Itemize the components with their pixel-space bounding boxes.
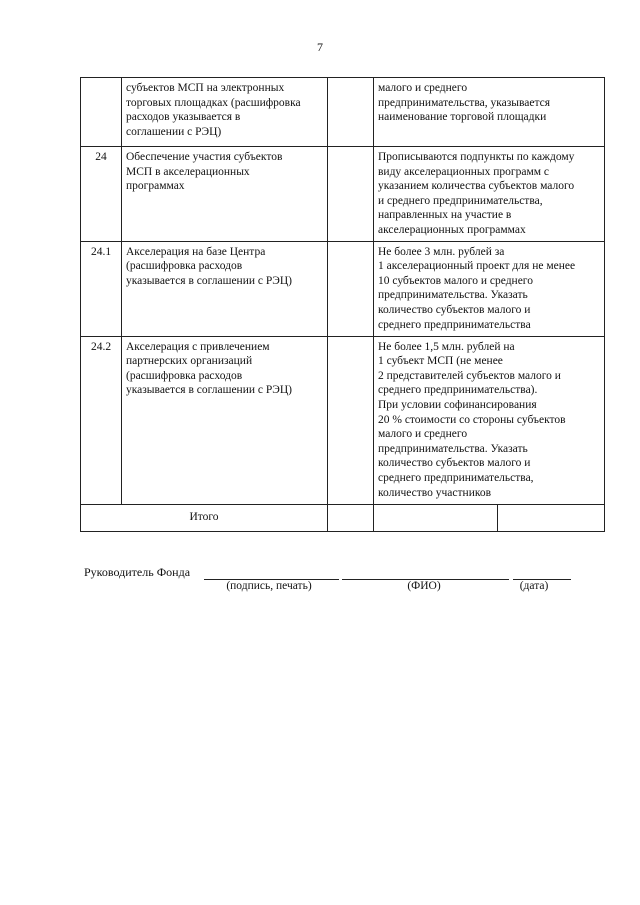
row-note-line: 1 акселерационный проект для не менее bbox=[378, 260, 576, 273]
table-row bbox=[81, 336, 605, 504]
row-amount-cell bbox=[328, 241, 374, 336]
row-name-line: Обеспечение участия субъектов bbox=[126, 151, 283, 163]
row-name-line: (расшифровка расходов bbox=[126, 260, 243, 273]
total-row bbox=[81, 504, 605, 531]
row-note-line: малого и среднего bbox=[378, 82, 468, 94]
row-note-line: 10 субъектов малого и среднего bbox=[378, 274, 533, 287]
row-note-line: Не более 1,5 млн. рублей на bbox=[378, 340, 515, 353]
row-note-line: предпринимательства. Указать bbox=[378, 442, 528, 455]
row-name-cell bbox=[122, 78, 328, 147]
row-note-line: 1 субъект МСП (не менее bbox=[378, 355, 503, 368]
row-number-cell bbox=[81, 78, 122, 147]
row-amount-cell bbox=[328, 78, 374, 147]
row-note-line: 20 % стоимости со стороны субъектов bbox=[378, 413, 566, 426]
table-row bbox=[81, 147, 605, 242]
row-note-line: малого и среднего bbox=[378, 428, 468, 441]
row-note-line: указанием количества субъектов малого bbox=[378, 180, 575, 193]
total-label: Итого bbox=[81, 504, 328, 531]
row-note-line: Не более 3 млн. рублей за bbox=[378, 245, 505, 258]
row-note-line: количество субъектов малого и bbox=[378, 457, 531, 470]
signature-caption-sign: (подпись, печать) bbox=[226, 580, 312, 592]
row-note-cell bbox=[374, 78, 605, 147]
row-note-line: и среднего предпринимательства, bbox=[378, 194, 543, 207]
row-note-cell bbox=[374, 147, 605, 242]
row-name-line: МСП в акселерационных bbox=[126, 165, 250, 178]
signature-caption-name: (ФИО) bbox=[407, 580, 441, 592]
row-name-line: субъектов МСП на электронных bbox=[126, 82, 285, 94]
row-note-line: предпринимательства, указывается bbox=[378, 96, 551, 109]
signature-label: Руководитель Фонда bbox=[84, 565, 191, 579]
table-row bbox=[81, 78, 605, 147]
row-name-line: Акселерация с привлечением bbox=[126, 340, 270, 353]
row-name-cell bbox=[122, 336, 328, 504]
signature-caption-date: (дата) bbox=[519, 580, 549, 592]
row-note-line: направленных на участие в bbox=[378, 209, 512, 222]
row-note-line: наименование торговой площадки bbox=[378, 111, 547, 124]
row-amount-cell bbox=[328, 336, 374, 504]
row-name-line: указывается в соглашении с РЭЦ) bbox=[126, 274, 292, 287]
row-number-cell: 24 bbox=[81, 147, 122, 242]
total-note-cell bbox=[374, 504, 498, 531]
row-note-line: среднего предпринимательства). bbox=[378, 384, 538, 397]
row-note-line: виду акселерационных программ с bbox=[378, 165, 549, 178]
row-name-line: программах bbox=[126, 180, 185, 193]
row-name-line: расходов указывается в bbox=[126, 111, 241, 124]
total-extra-cell bbox=[498, 504, 605, 531]
row-note-cell bbox=[374, 241, 605, 336]
page-number: 7 bbox=[317, 40, 323, 54]
signature-block bbox=[84, 565, 604, 605]
row-name-line: торговых площадках (расшифровка bbox=[126, 96, 301, 109]
row-amount-cell bbox=[328, 147, 374, 242]
row-note-cell bbox=[374, 336, 605, 504]
table-row bbox=[81, 241, 605, 336]
row-note-line: Прописываются подпункты по каждому bbox=[378, 151, 575, 163]
total-amount-cell bbox=[328, 504, 374, 531]
row-note-line: среднего предпринимательства bbox=[378, 318, 531, 331]
row-name-line: соглашении с РЭЦ) bbox=[126, 125, 222, 138]
row-name-line: партнерских организаций bbox=[126, 355, 253, 368]
row-note-line: При условии софинансирования bbox=[378, 398, 537, 411]
row-note-line: предпринимательства. Указать bbox=[378, 289, 528, 302]
row-note-line: акселерационных программах bbox=[378, 223, 526, 236]
row-name-line: указывается в соглашении с РЭЦ) bbox=[126, 384, 292, 397]
row-number-cell: 24.1 bbox=[81, 241, 122, 336]
financing-table bbox=[80, 77, 605, 532]
row-note-line: количество субъектов малого и bbox=[378, 303, 531, 316]
row-number-cell: 24.2 bbox=[81, 336, 122, 504]
row-note-line: среднего предпринимательства, bbox=[378, 471, 534, 484]
row-note-line: количество участников bbox=[378, 486, 492, 499]
row-note-line: 2 представителей субъектов малого и bbox=[378, 369, 561, 382]
row-name-line: (расшифровка расходов bbox=[126, 369, 243, 382]
row-name-line: Акселерация на базе Центра bbox=[126, 245, 266, 258]
row-name-cell bbox=[122, 241, 328, 336]
row-name-cell bbox=[122, 147, 328, 242]
